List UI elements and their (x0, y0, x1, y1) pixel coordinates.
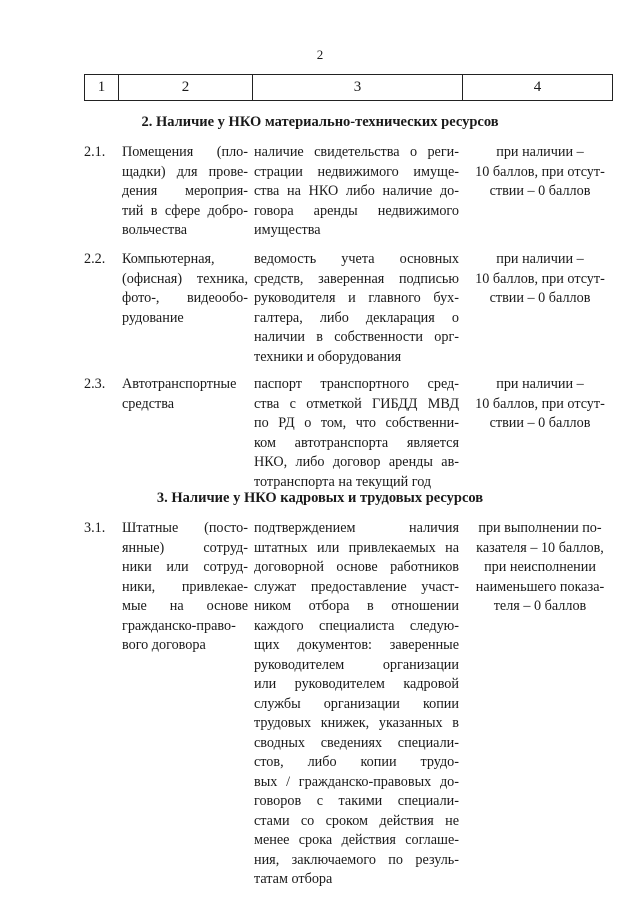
supporting-documents: ведомость учета основных средств, заверенная подписью руководителя и главного бух- галтера, либо декларация о наличии в собственности орг- техники и оборудования (254, 251, 459, 365)
supporting-documents: наличие свидетельства о реги- страции недвижимого имуще- ства на НКО либо наличие до- говора аренды недвижимого имущества (254, 144, 459, 238)
row-number: 2.1. (84, 144, 106, 160)
criterion-name: Помещения (пло- щадки) для прове- дения мероприя- тий в сфере добро- вольчества (122, 144, 248, 238)
column-number-3: 3 (253, 75, 463, 101)
page-number: 2 (316, 47, 324, 62)
supporting-documents: подтверждением наличия штатных или привлекаемых на договорной основе работников служат предоставление участ- ником отбора в отношении каждого специалиста следую- щих документов: заверенные руководителем организации или руководителем кадровой службы организации копии трудовых книжек, указанных в сводных сведениях специали- стов, либо копии трудо- вых / гражданско-правовых до- говоров с такими специали- стами со сроком действия не менее срока действия соглаше- ния, заключаемого по резуль- татам отбора (254, 520, 459, 887)
supporting-documents: паспорт транспортного сред- ства с отметкой ГИБДД МВД по РД о том, что собственни- ком автотранспорта является НКО, либо договор аренды ав- тотранспорта на текущий год (254, 376, 459, 490)
row-number: 3.1. (84, 520, 106, 536)
column-number-2: 2 (119, 75, 253, 101)
section-title-3: 3. Наличие у НКО кадровых и трудовых ресурсов (156, 490, 484, 506)
column-number-4: 4 (463, 75, 613, 101)
section-title-2: 2. Наличие у НКО материально-технических ресурсов (141, 114, 499, 130)
column-number-header (84, 74, 613, 101)
scoring-points: при наличии – 10 баллов, при отсут- ствии – 0 баллов (475, 251, 605, 306)
criterion-name: Компьютерная, (офисная) техника, фото-, видеообо- рудование (122, 251, 248, 326)
scoring-points: при выполнении по- казателя – 10 баллов, при неисполнении наименьшего показа- теля – 0 баллов (475, 520, 605, 614)
criterion-name: Автотранспортные средства (122, 376, 237, 412)
scoring-points: при наличии – 10 баллов, при отсут- ствии – 0 баллов (475, 376, 605, 431)
criterion-name: Штатные (посто- янные) сотруд- ники или сотруд- ники, привлекае- мые на основе гражданско-право- вого договора (122, 520, 248, 653)
row-number: 2.3. (84, 376, 106, 392)
row-number: 2.2. (84, 251, 106, 267)
scoring-points: при наличии – 10 баллов, при отсут- ствии – 0 баллов (475, 144, 605, 199)
column-number-1: 1 (85, 75, 119, 101)
